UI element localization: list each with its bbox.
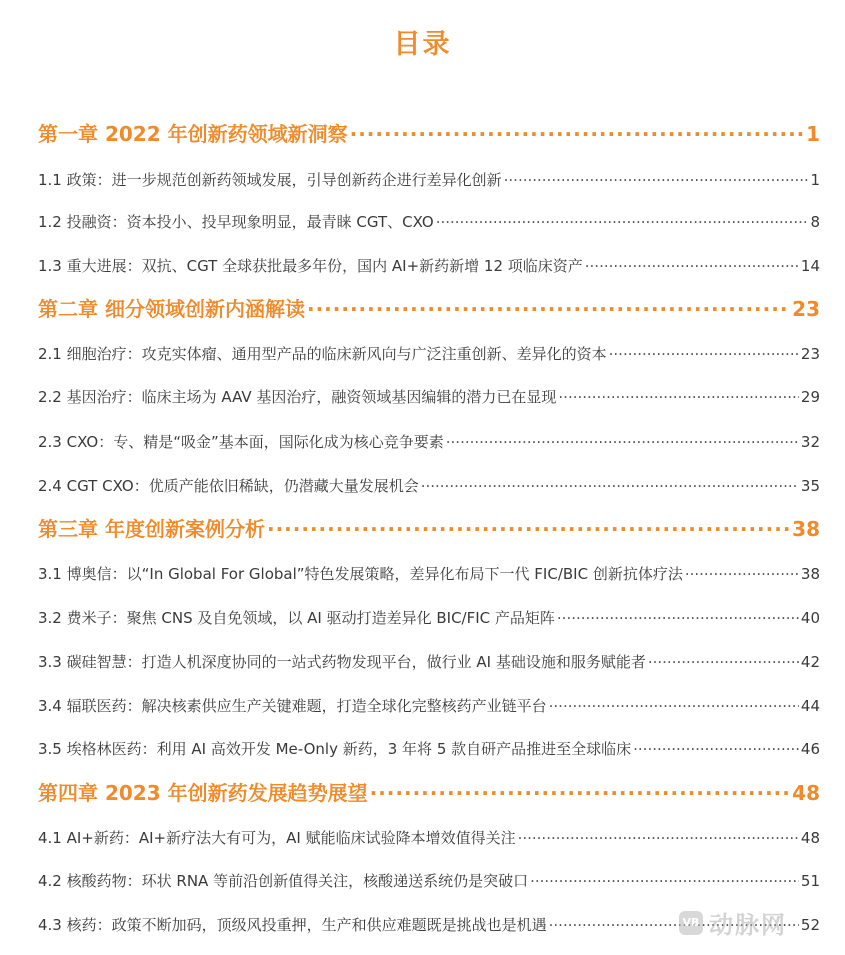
toc-page-number: 38 xyxy=(800,565,820,583)
toc-section-2-3[interactable] xyxy=(38,431,820,453)
dot-leader xyxy=(446,432,799,447)
toc-label: 4.2 核酸药物：环状 RNA 等前沿创新值得关注，核酸递送系统仍是突破口 xyxy=(38,872,529,890)
toc-page-number: 48 xyxy=(800,829,820,847)
toc-page-number: 51 xyxy=(800,872,820,890)
dot-leader xyxy=(685,564,799,579)
dot-leader xyxy=(530,871,799,886)
toc-page-number: 32 xyxy=(800,433,820,451)
dot-leader xyxy=(504,170,809,185)
toc-page-number: 38 xyxy=(792,517,820,541)
toc-page-number: 23 xyxy=(792,297,820,321)
toc-section-3-5[interactable] xyxy=(38,738,820,760)
toc-chapter-3[interactable] xyxy=(38,513,820,541)
toc-label: 3.4 辐联医药：解决核素供应生产关键难题，打造全球化完整核药产业链平台 xyxy=(38,697,547,715)
dot-leader xyxy=(267,516,790,536)
toc-page-number: 29 xyxy=(800,388,820,406)
toc-label: 2.1 细胞治疗：攻克实体瘤、通用型产品的临床新风向与广泛注重创新、差异化的资本 xyxy=(38,345,607,363)
dot-leader xyxy=(518,828,799,843)
toc-page-number: 1 xyxy=(806,122,820,146)
toc-chapter-2[interactable] xyxy=(38,293,820,321)
dot-leader xyxy=(558,387,799,402)
toc-section-3-2[interactable] xyxy=(38,607,820,629)
toc-page-number: 35 xyxy=(800,477,820,495)
toc-page-number: 42 xyxy=(800,653,820,671)
toc-label: 第四章 2023 年创新药发展趋势展望 xyxy=(38,781,368,805)
toc-page-number: 40 xyxy=(800,609,820,627)
dot-leader xyxy=(609,344,799,359)
toc-section-3-3[interactable] xyxy=(38,651,820,673)
watermark-text: 动脉网 xyxy=(709,911,787,939)
toc-label: 4.3 核药：政策不断加码，顶级风投重押，生产和供应难题既是挑战也是机遇 xyxy=(38,916,547,934)
dot-leader xyxy=(633,739,799,754)
dot-leader xyxy=(585,256,799,271)
vb-logo-icon: VB xyxy=(679,911,703,935)
toc-section-2-1[interactable] xyxy=(38,343,820,365)
dot-leader xyxy=(557,608,799,623)
toc-page-number: 23 xyxy=(800,345,820,363)
toc-label: 1.1 政策：进一步规范创新药领域发展，引导创新药企进行差异化创新 xyxy=(38,171,502,189)
toc-section-1-2[interactable] xyxy=(38,211,820,233)
toc-label: 3.1 博奥信：以“In Global For Global”特色发展策略，差异化布局下一代 FIC/BIC 创新抗体疗法 xyxy=(38,565,683,583)
toc-section-4-2[interactable] xyxy=(38,870,820,892)
toc-chapter-1[interactable] xyxy=(38,118,820,146)
toc-chapter-4[interactable] xyxy=(38,777,820,805)
toc-section-2-4[interactable] xyxy=(38,475,820,497)
toc-label: 第三章 年度创新案例分析 xyxy=(38,517,265,541)
toc-label: 第二章 细分领域创新内涵解读 xyxy=(38,297,305,321)
toc-section-3-4[interactable] xyxy=(38,695,820,717)
toc-label: 4.1 AI+新药：AI+新疗法大有可为，AI 赋能临床试验降本增效值得关注 xyxy=(38,829,516,847)
dot-leader xyxy=(421,476,799,491)
toc-label: 2.3 CXO：专、精是“吸金”基本面，国际化成为核心竞争要素 xyxy=(38,433,444,451)
toc-label: 3.5 埃格林医药：利用 AI 高效开发 Me-Only 新药，3 年将 5 款自研产品推进至全球临床 xyxy=(38,740,632,758)
toc-section-4-1[interactable] xyxy=(38,827,820,849)
toc-page-number: 48 xyxy=(792,781,820,805)
toc-label: 2.2 基因治疗：临床主场为 AAV 基因治疗，融资领域基因编辑的潜力已在显现 xyxy=(38,388,557,406)
toc-label: 1.2 投融资：资本投小、投早现象明显，最青睐 CGT、CXO xyxy=(38,213,434,231)
toc-section-1-3[interactable] xyxy=(38,255,820,277)
toc-section-3-1[interactable] xyxy=(38,563,820,585)
toc-label: 2.4 CGT CXO：优质产能依旧稀缺，仍潜藏大量发展机会 xyxy=(38,477,419,495)
toc-section-1-1[interactable] xyxy=(38,169,820,191)
toc-page-number: 8 xyxy=(810,213,820,231)
toc-page-number: 44 xyxy=(800,697,820,715)
toc-label: 第一章 2022 年创新药领域新洞察 xyxy=(38,122,348,146)
toc-page-number: 14 xyxy=(800,257,820,275)
dot-leader xyxy=(648,652,799,667)
toc-label: 3.3 碳硅智慧：打造人机深度协同的一站式药物发现平台，做行业 AI 基础设施和服务赋能者 xyxy=(38,653,646,671)
dot-leader xyxy=(350,121,804,141)
toc-label: 1.3 重大进展：双抗、CGT 全球获批最多年份，国内 AI+新药新增 12 项临床资产 xyxy=(38,257,583,275)
dot-leader xyxy=(307,296,790,316)
dot-leader xyxy=(436,212,809,227)
watermark-logo xyxy=(679,905,787,940)
page-title: 目录 xyxy=(393,29,452,60)
toc-label: 3.2 费米子：聚焦 CNS 及自免领域，以 AI 驱动打造差异化 BIC/FIC 产品矩阵 xyxy=(38,609,555,627)
dot-leader xyxy=(370,780,791,800)
toc-page-number: 52 xyxy=(800,916,820,934)
toc-page-number: 1 xyxy=(810,171,820,189)
toc-section-2-2[interactable] xyxy=(38,386,820,408)
toc-page-number: 46 xyxy=(800,740,820,758)
dot-leader xyxy=(549,696,799,711)
